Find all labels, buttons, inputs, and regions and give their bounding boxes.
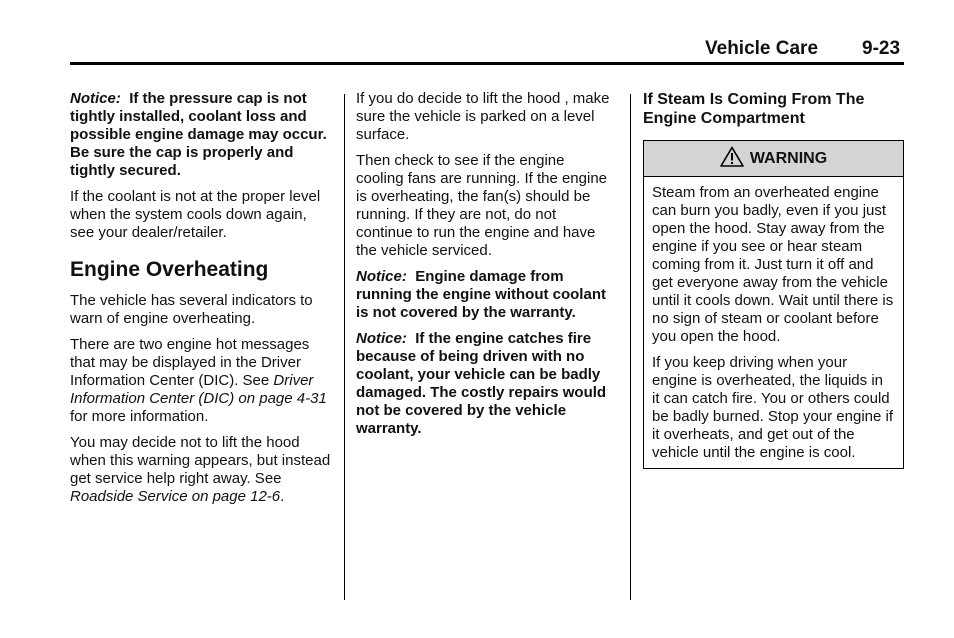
column-divider — [344, 94, 345, 600]
coolant-level-paragraph: If the coolant is not at the proper level when the system cools down again, see your dealer/retailer. — [70, 188, 321, 241]
warning-paragraph: If you keep driving when your engine is overheated, the liquids in it can catch fire. You or others could be badly burned. Stop your engine if it overheats, and get out of the vehicle until the engine is cool. — [652, 354, 894, 461]
section-heading: Engine Overheating — [70, 258, 269, 281]
lift-hood-paragraph: If you do decide to lift the hood , make sure the vehicle is parked on a level surface. — [356, 90, 610, 143]
notice-label: Notice: — [356, 268, 407, 285]
warning-triangle-icon — [720, 146, 744, 172]
paragraph-text: . — [280, 488, 285, 505]
header-rule — [70, 62, 904, 65]
notice-text: Engine damage from running the engine without coolant is not covered by the warranty. — [356, 268, 606, 321]
paragraph-text: for more information. — [70, 408, 209, 425]
indicators-paragraph: The vehicle has several indicators to warn of engine overheating. — [70, 292, 313, 327]
cooling-fans-paragraph: Then check to see if the engine cooling fans are running. If the engine is overheating, the fan(s) should be running. If they are not, do not continue to run the engine and have the vehicle serviced. — [356, 152, 608, 259]
roadside-service-link[interactable]: Roadside Service on page 12-6 — [70, 488, 281, 505]
paragraph-text: You may decide not to lift the hood when this warning appears, but instead get service help right away. See — [70, 434, 331, 487]
column-1 — [70, 90, 334, 514]
page-section-title: Vehicle Care — [705, 38, 819, 59]
column-divider — [630, 94, 631, 600]
column-2 — [356, 90, 614, 446]
hot-messages-paragraph — [70, 336, 334, 426]
paragraph-text: There are two engine hot messages that may be displayed in the Driver Information Center (DIC). See — [70, 336, 310, 389]
page-number: 9-23 — [862, 38, 901, 59]
warning-body — [644, 177, 903, 468]
notice-pressure-cap — [70, 90, 334, 180]
dic-reference-link[interactable]: Driver Information Center (DIC) on page 4-31 — [70, 372, 327, 407]
service-help-paragraph — [70, 434, 334, 506]
notice-text: If the pressure cap is not tightly installed, coolant loss and possible engine damage may occur. Be sure the cap is properly and tightly secured. — [70, 90, 327, 179]
warning-header — [644, 141, 903, 177]
notice-label: Notice: — [356, 330, 407, 347]
notice-label: Notice: — [70, 90, 121, 107]
column-3 — [643, 90, 904, 469]
notice-text: If the engine catches fire because of being driven with no coolant, your vehicle can be badly damaged. The costly repairs would not be covered by the vehicle warranty. — [356, 330, 607, 437]
warning-title: WARNING — [749, 149, 828, 167]
notice-warranty — [356, 268, 614, 322]
subsection-heading: If Steam Is Coming From The Engine Compartment — [643, 91, 865, 127]
warning-paragraph: Steam from an overheated engine can burn you badly, even if you just open the hood. Stay away from the engine if you see or hear steam coming from it. Just turn it off and get everyone away from the vehicle until it cools down. Wait until there is no sign of steam or coolant before you open the hood. — [652, 184, 894, 345]
warning-box — [643, 140, 904, 469]
notice-fire — [356, 330, 614, 438]
